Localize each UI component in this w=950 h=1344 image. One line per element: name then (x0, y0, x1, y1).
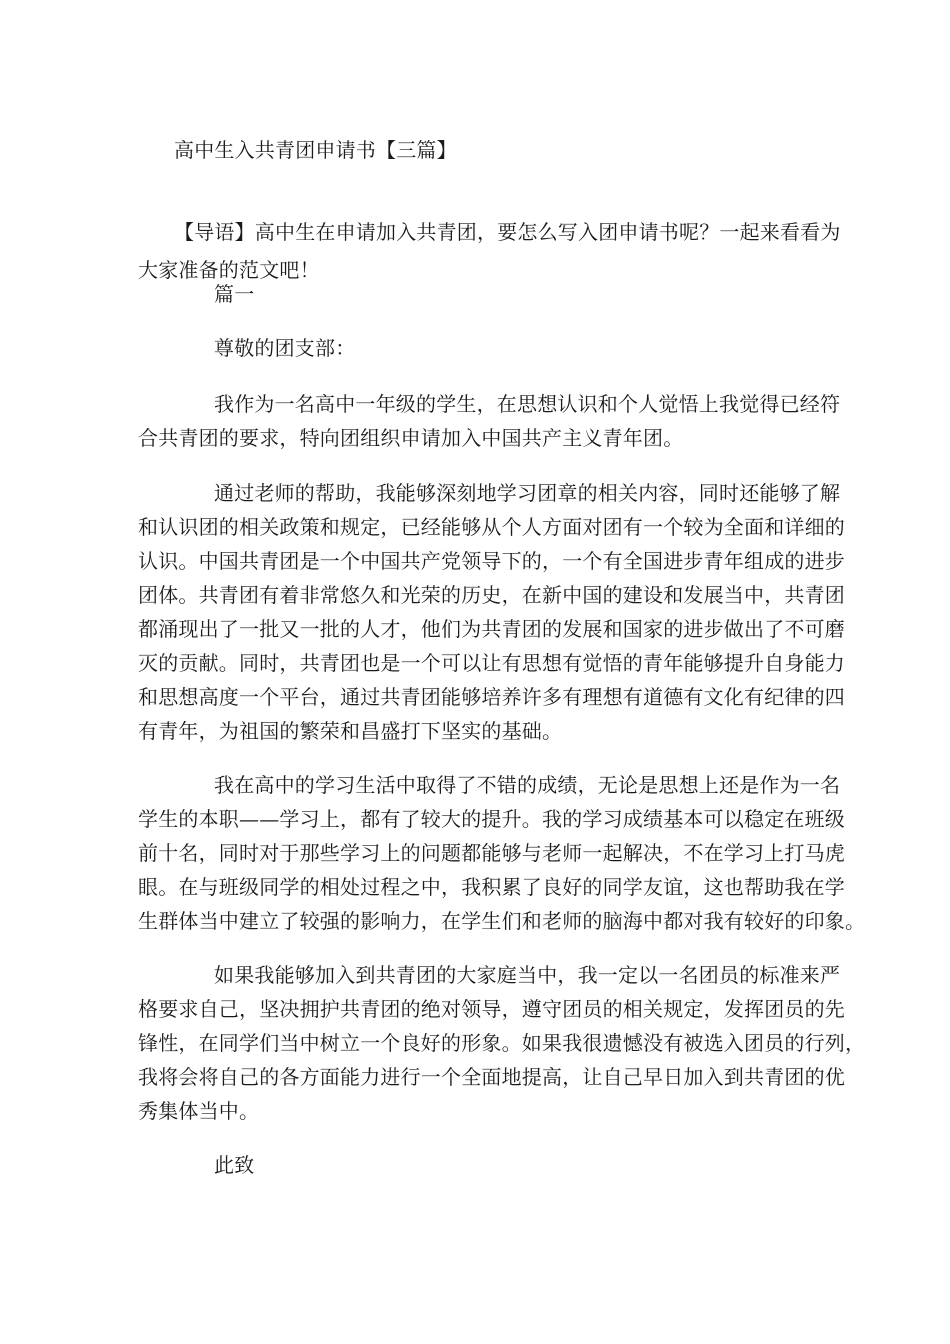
intro-line: 大家准备的范文吧！ (138, 258, 320, 282)
paragraph-line: 我作为一名高中一年级的学生，在思想认识和个人觉悟上我觉得已经符 (214, 392, 841, 416)
paragraph-line: 我将会将自己的各方面能力进行一个全面地提高，让自己早日加入到共青团的优 (138, 1065, 845, 1089)
paragraph-line: 合共青团的要求，特向团组织申请加入中国共产主义青年团。 (138, 426, 684, 450)
intro-line: 【导语】高中生在申请加入共青团，要怎么写入团申请书呢？一起来看看为 (174, 220, 841, 244)
paragraph-line: 生群体当中建立了较强的影响力，在学生们和老师的脑海中都对我有较好的印象。 (138, 909, 866, 933)
document-title: 高中生入共青团申请书【三篇】 (174, 138, 457, 162)
paragraph-line: 和思想高度一个平台，通过共青团能够培养许多有理想有道德有文化有纪律的四 (138, 685, 845, 709)
paragraph-line: 都涌现出了一批又一批的人才，他们为共青团的发展和国家的进步做出了不可磨 (138, 617, 845, 641)
paragraph-line: 学生的本职——学习上，都有了较大的提升。我的学习成绩基本可以稳定在班级 (138, 807, 845, 831)
paragraph-line: 通过老师的帮助，我能够深刻地学习团章的相关内容，同时还能够了解 (214, 481, 841, 505)
paragraph-line: 锋性，在同学们当中树立一个良好的形象。如果我很遗憾没有被选入团员的行列， (138, 1031, 866, 1055)
paragraph-line: 格要求自己，坚决拥护共青团的绝对领导，遵守团员的相关规定，发挥团员的先 (138, 997, 845, 1021)
closing: 此致 (214, 1153, 255, 1177)
paragraph-line: 灭的贡献。同时，共青团也是一个可以让有思想有觉悟的青年能够提升自身能力 (138, 651, 845, 675)
paragraph-line: 认识。中国共青团是一个中国共产党领导下的，一个有全国进步青年组成的进步 (138, 549, 845, 573)
paragraph-line: 我在高中的学习生活中取得了不错的成绩，无论是思想上还是作为一名 (214, 773, 841, 797)
paragraph-line: 有青年，为祖国的繁荣和昌盛打下坚实的基础。 (138, 719, 563, 743)
paragraph-line: 如果我能够加入到共青团的大家庭当中，我一定以一名团员的标准来严 (214, 963, 841, 987)
salutation: 尊敬的团支部： (214, 336, 356, 360)
paragraph-line: 前十名，同时对于那些学习上的问题都能够与老师一起解决，不在学习上打马虎 (138, 841, 845, 865)
paragraph-line: 团体。共青团有着非常悠久和光荣的历史，在新中国的建设和发展当中，共青团 (138, 583, 845, 607)
paragraph-line: 秀集体当中。 (138, 1099, 260, 1123)
paragraph-line: 眼。在与班级同学的相处过程之中，我积累了良好的同学友谊，这也帮助我在学 (138, 875, 845, 899)
paragraph-line: 和认识团的相关政策和规定，已经能够从个人方面对团有一个较为全面和详细的 (138, 515, 845, 539)
section-heading: 篇一 (214, 282, 255, 306)
